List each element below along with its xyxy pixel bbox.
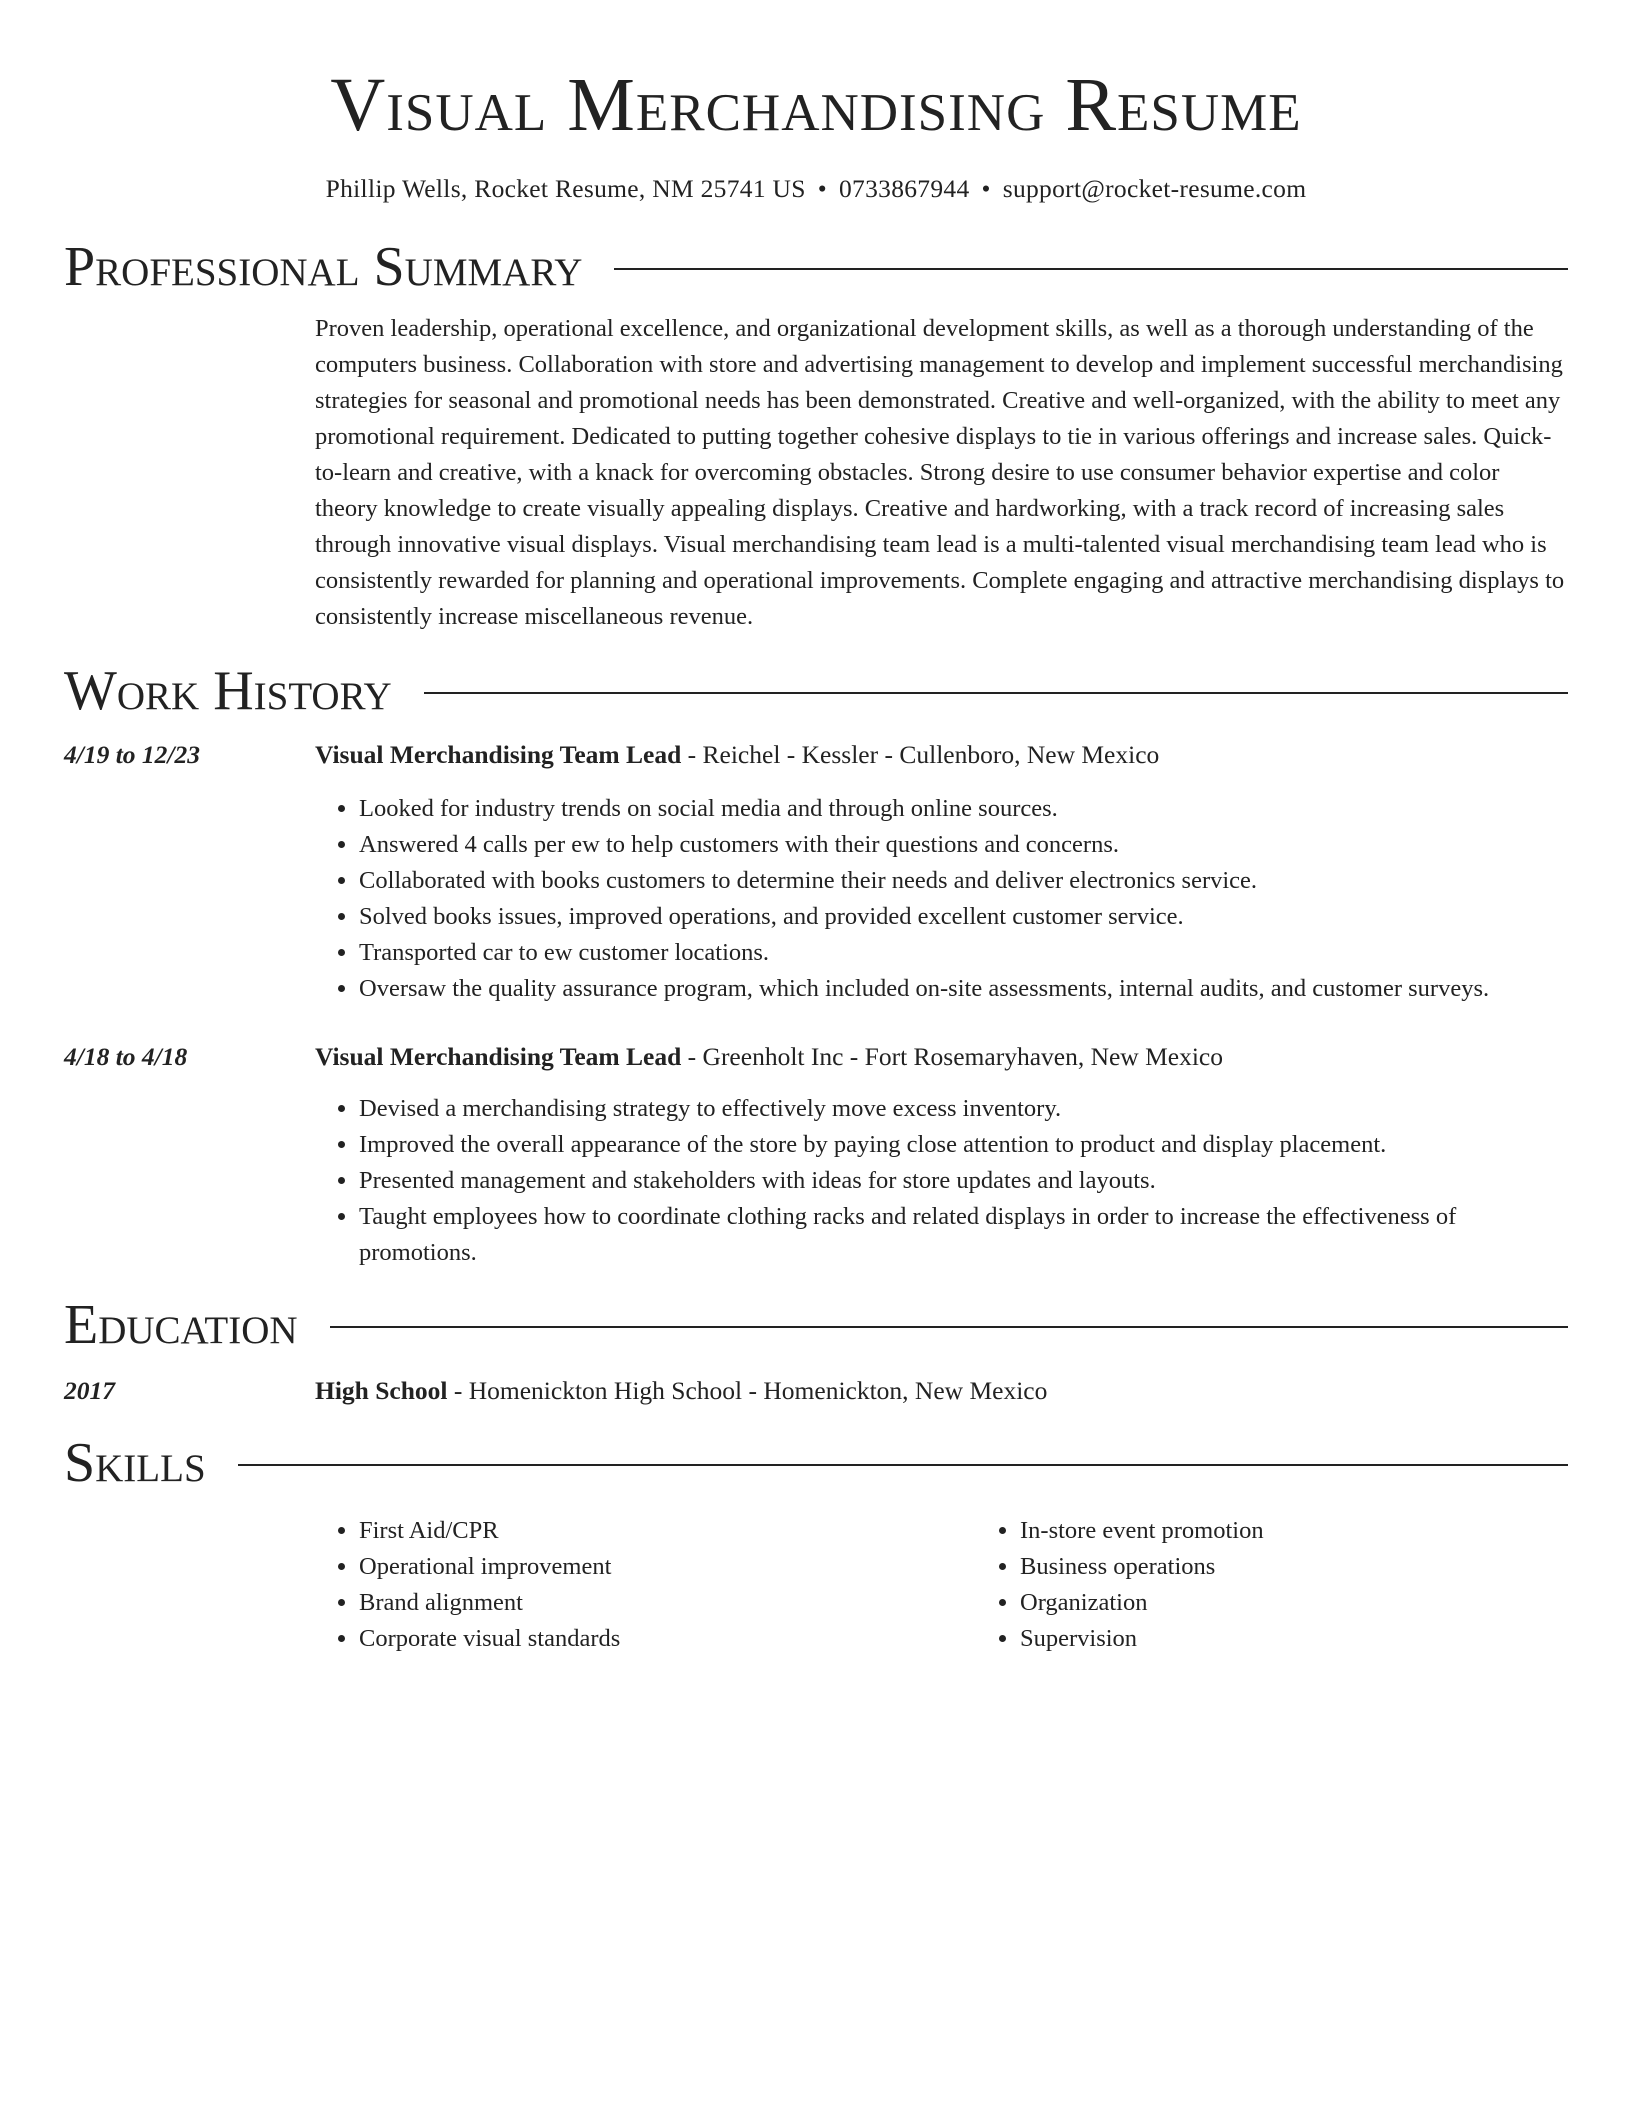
work-section-header [64,659,1568,723]
summary-section-header [64,235,1568,299]
job-dates: 4/18 to 4/18 [64,1042,188,1071]
education-details: - Homenickton High School - Homenickton, New Mexico [447,1376,1048,1405]
job-title: Visual Merchandising Team Lead [315,1042,682,1071]
list-item: • Devised a merchandising strategy to effectively move excess inventory. [359,1091,1568,1127]
skill-item: • First Aid/CPR [359,1513,976,1549]
job-dates: 4/19 to 12/23 [64,740,201,769]
education-entry [64,1373,1568,1409]
skills-list-right [976,1513,1632,1657]
section-divider [614,268,1568,270]
resume-page [64,0,1568,1657]
contact-address: Phillip Wells, Rocket Resume, NM 25741 US [325,174,806,203]
skill-item: • Supervision [1020,1621,1632,1657]
contact-line [64,173,1568,205]
list-item: • Answered 4 calls per ew to help customers with their questions and concerns. [359,827,1568,863]
summary-text: Proven leadership, operational excellence, and organizational development skills, as well as a thorough understanding of the computers business. Collaboration with store and advertising management to develop and implement successful merchandising strategies for seasonal and promotional needs has been demonstrated. Creative and well-organized, with the ability to meet any promotional requirement. Dedicated to putting together cohesive displays to tie in various offerings and increase sales. Quick-to-learn and creative, with a knack for overcoming obstacles. Strong desire to use consumer behavior expertise and color theory knowledge to create visually appealing displays. Creative and hardworking, with a track record of increasing sales through innovative visual displays. Visual merchandising team lead is a multi-talented visual merchandising team lead who is consistently rewarded for planning and operational improvements. Complete engaging and attractive merchandising displays to consistently increase miscellaneous revenue. [315,315,1565,630]
list-item: • Taught employees how to coordinate clothing racks and related displays in order to increase the effectiveness of promotions. [359,1199,1568,1271]
skills-list-left [315,1513,976,1657]
skills-spacer [64,1513,315,1657]
job-details: - Greenholt Inc - Fort Rosemaryhaven, New Mexico [681,1042,1223,1071]
summary-spacer [64,311,315,635]
contact-email: support@rocket-resume.com [1002,174,1307,203]
skill-item: • Operational improvement [359,1549,976,1585]
skills-row [64,1513,1568,1657]
list-item: • Presented management and stakeholders with ideas for store updates and layouts. [359,1163,1568,1199]
job-bullets [315,791,1568,1007]
education-year: 2017 [64,1376,115,1405]
job-title: Visual Merchandising Team Lead [315,740,682,769]
job-details: - Reichel - Kessler - Cullenboro, New Mexico [681,740,1160,769]
resume-title: Visual Merchandising Resume [330,63,1302,147]
list-item: • Solved books issues, improved operations, and provided excellent customer service. [359,899,1568,935]
education-heading: Education [64,1294,298,1356]
education-section-header [64,1293,1568,1357]
contact-phone: 0733867944 [839,174,970,203]
job-heading [315,1039,1568,1075]
skill-item: • Brand alignment [359,1585,976,1621]
summary-row [64,311,1568,635]
contact-separator: • [981,174,991,203]
skill-item: • Business operations [1020,1549,1632,1585]
section-divider [424,692,1568,694]
skills-section-header [64,1431,1568,1495]
section-divider [330,1326,1568,1328]
skill-item: • Corporate visual standards [359,1621,976,1657]
skills-heading: Skills [64,1432,206,1494]
summary-heading: Professional Summary [64,236,583,298]
contact-separator: • [817,174,827,203]
job-heading [315,737,1568,773]
list-item: • Oversaw the quality assurance program, which included on-site assessments, internal audits, and customer surveys. [359,971,1568,1007]
skills-grid [315,1513,1632,1657]
list-item: • Improved the overall appearance of the store by paying close attention to product and display placement. [359,1127,1568,1163]
list-item: • Collaborated with books customers to determine their needs and deliver electronics service. [359,863,1568,899]
work-heading: Work History [64,660,392,722]
education-degree: High School [315,1376,448,1405]
job-bullets [315,1091,1568,1271]
list-item: • Transported car to ew customer locations. [359,935,1568,971]
list-item: • Looked for industry trends on social media and through online sources. [359,791,1568,827]
skill-item: • Organization [1020,1585,1632,1621]
skill-item: • In-store event promotion [1020,1513,1632,1549]
education-heading-line [315,1373,1568,1409]
job-entry [64,1039,1568,1271]
job-entry [64,737,1568,1007]
section-divider [238,1464,1568,1466]
